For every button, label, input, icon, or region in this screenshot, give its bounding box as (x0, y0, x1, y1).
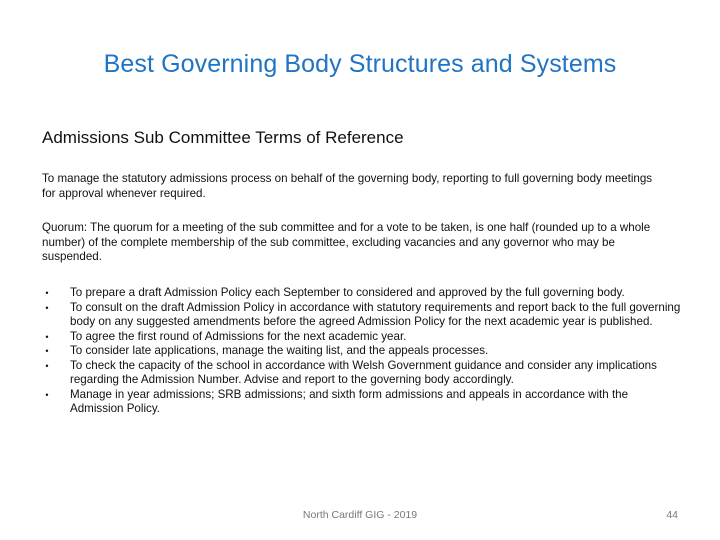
paragraph-quorum: Quorum: The quorum for a meeting of the sub committee and for a vote to be taken, is one half (rounded up to a whole number) of the complete membership of the sub committee, excluding vacancies and any governor who may be suspended. (42, 221, 651, 263)
bullet-icon: • (45, 331, 49, 342)
slide-title: Best Governing Body Structures and Systems (103, 50, 617, 78)
paragraph-purpose: To manage the statutory admissions process on behalf of the governing body, reporting to full governing body meetings for approval whenever required. (42, 172, 653, 200)
page-number: 44 (666, 509, 678, 521)
list-item-text: To consider late applications, manage the waiting list, and the appeals processes. (70, 344, 489, 357)
list-item-text: To check the capacity of the school in accordance with Welsh Government guidance and consider any implications regarding the Admission Number. Advise and report to the governing body accordingly. (70, 358, 657, 386)
list-item (42, 388, 682, 417)
bullet-icon: • (45, 302, 49, 313)
bullet-icon: • (45, 288, 49, 298)
list-item (42, 330, 682, 345)
list-item-text: To agree the first round of Admissions for the next academic year. (70, 329, 407, 343)
responsibilities-list (42, 286, 682, 417)
footer-text: North Cardiff GIG - 2019 (302, 509, 418, 521)
list-item (42, 359, 682, 388)
list-item-text: To consult on the draft Admission Policy in accordance with statutory requirements and report back to the full governing body on any suggested amendments before the agreed Admission Policy for the next academic year is published. (70, 300, 681, 328)
bullet-icon: • (45, 389, 49, 400)
bullet-icon: • (45, 346, 49, 356)
bullet-icon: • (45, 360, 49, 371)
slide-subtitle: Admissions Sub Committee Terms of Reference (42, 128, 404, 147)
list-item (42, 301, 682, 330)
list-item (42, 286, 682, 301)
list-item-text: Manage in year admissions; SRB admissions; and sixth form admissions and appeals in accordance with the Admission Policy. (70, 387, 629, 415)
list-item (42, 344, 682, 359)
list-item-text: To prepare a draft Admission Policy each September to considered and approved by the full governing body. (70, 286, 625, 299)
